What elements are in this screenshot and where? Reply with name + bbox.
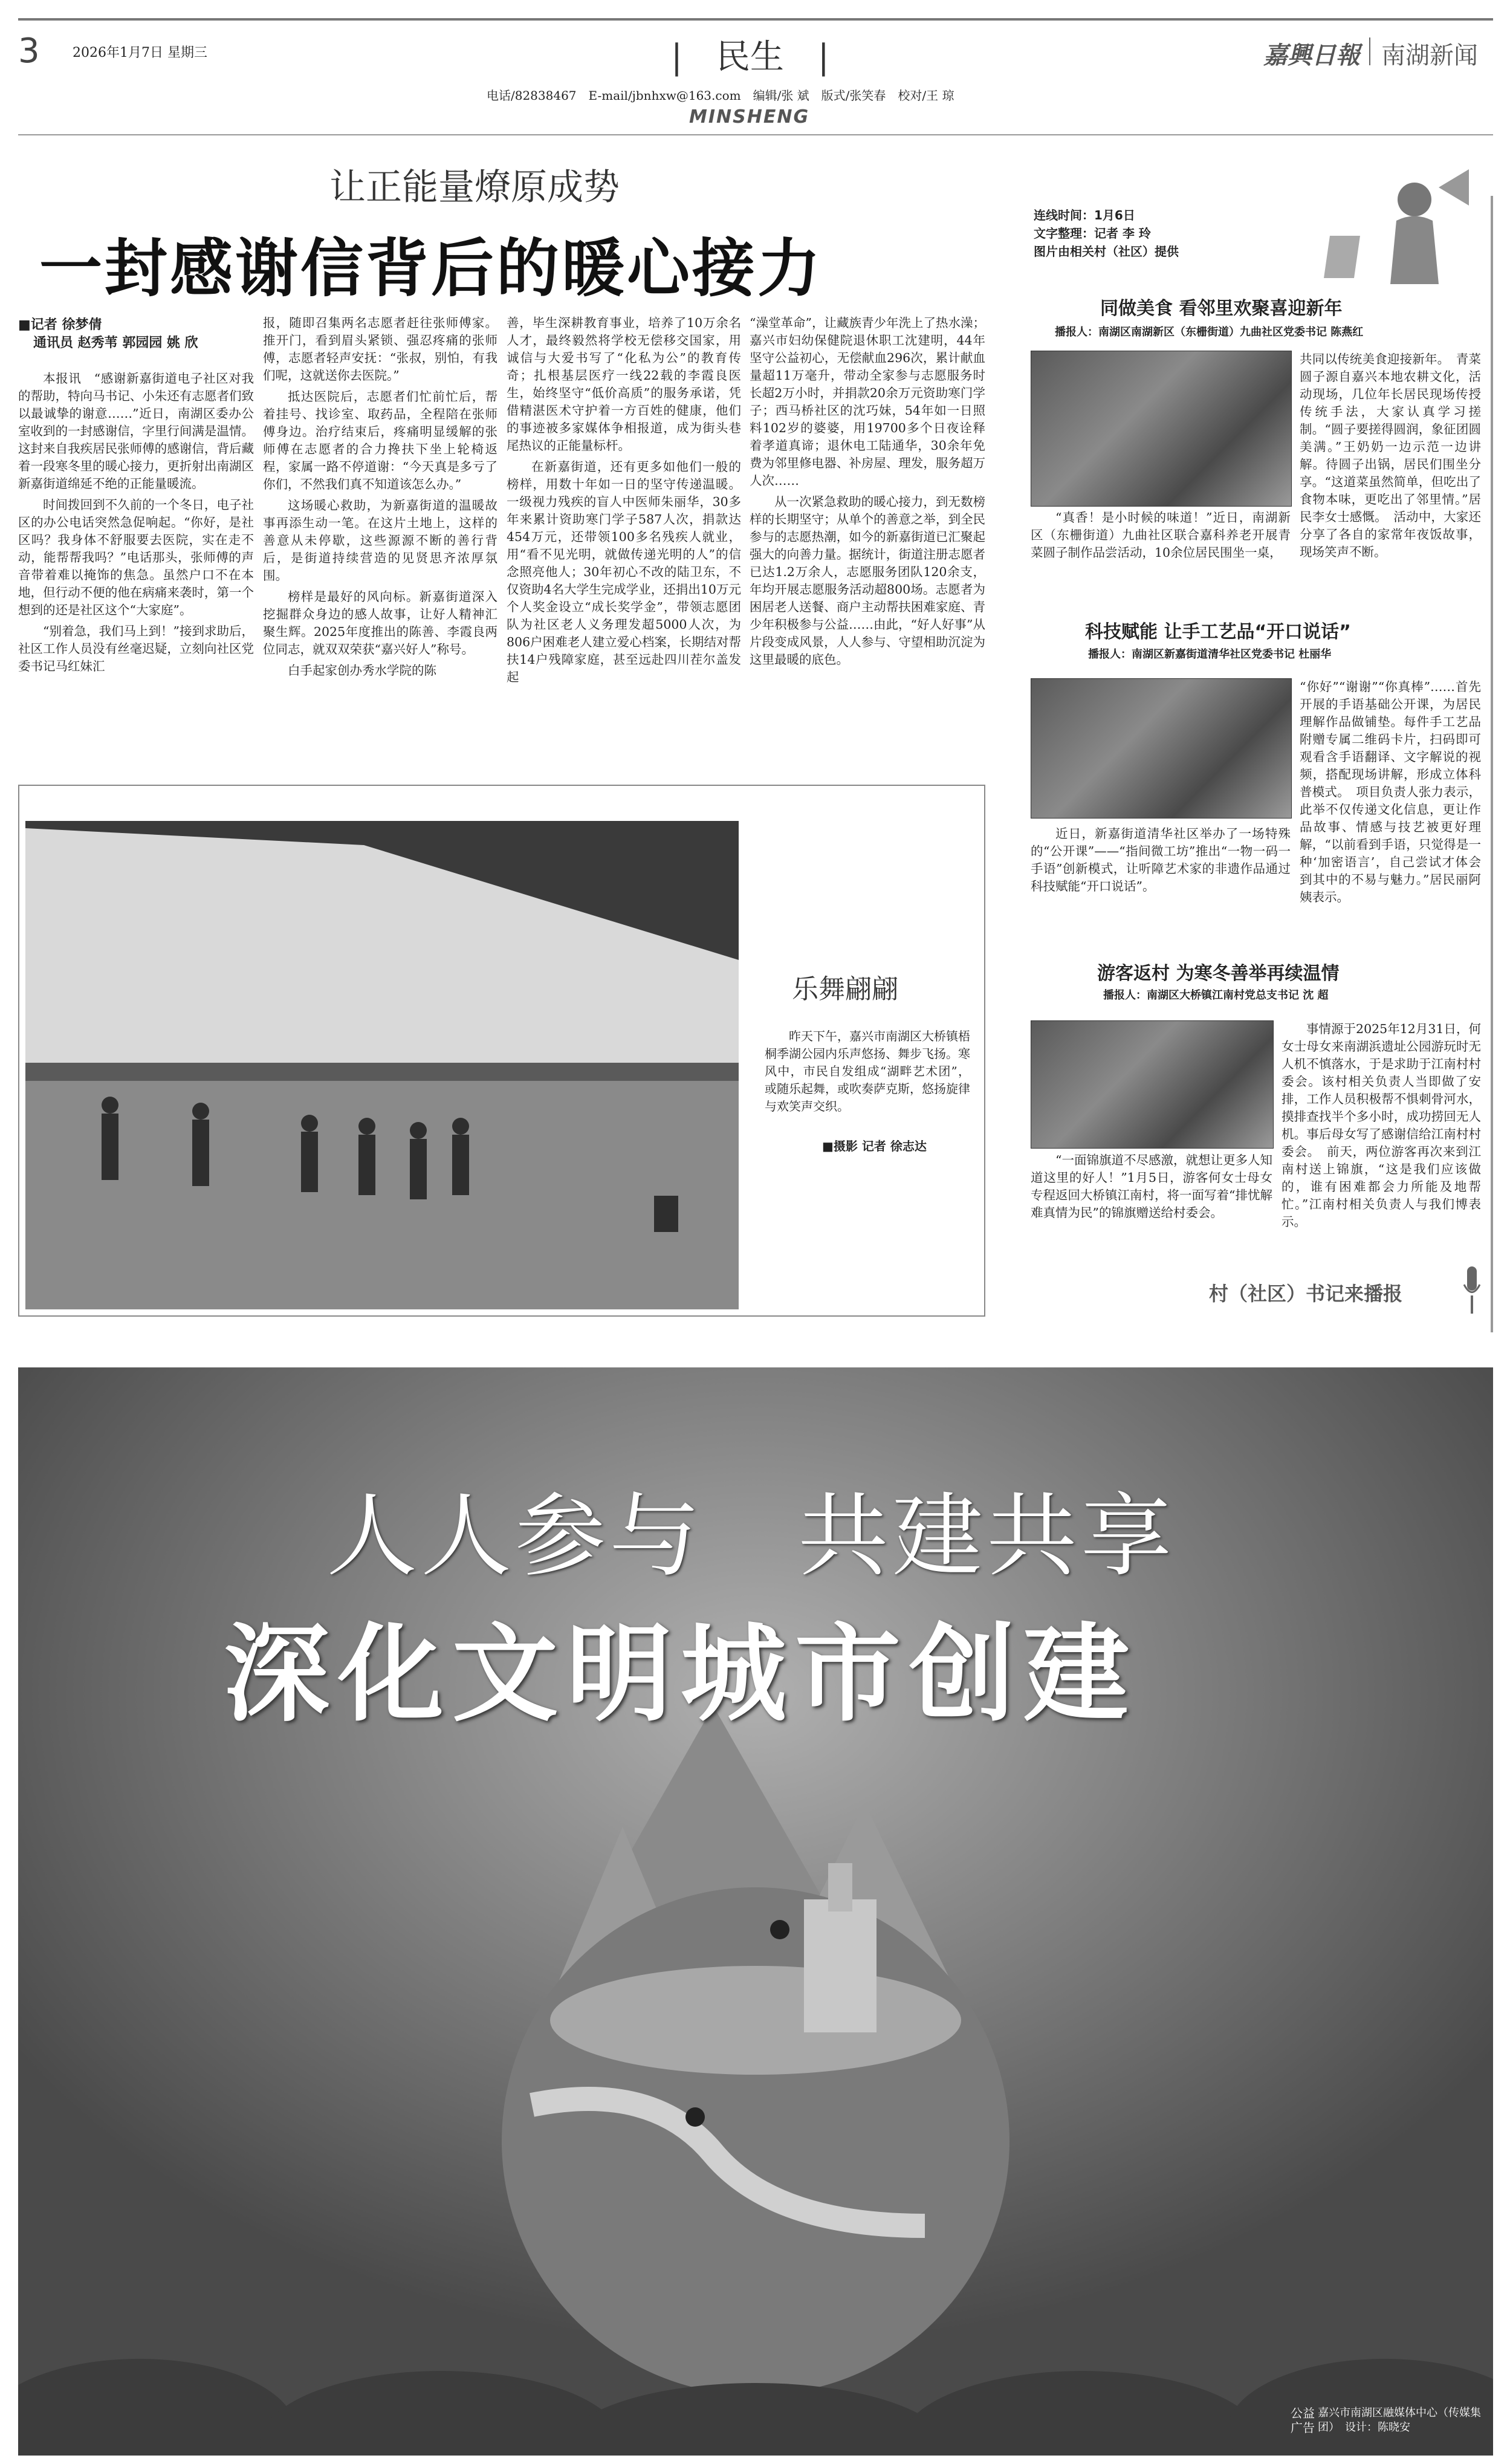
contact-line: 电话/82838467 E-mail/jbnhxw@163.com 编辑/张 斌 版式/张笑春 校对/王 琼 [487, 88, 954, 103]
side-story-1-photo [1031, 351, 1292, 507]
dance-photo-illustration [25, 821, 739, 1309]
side-story-2-title: 科技赋能 让手工艺品“开口说话” [1085, 621, 1351, 643]
story-paragraph: 白手起家创办秀水学院的陈 [288, 663, 436, 678]
side-story-2-photo [1031, 678, 1292, 819]
photo-credit: ■摄影 记者 徐志达 [822, 1139, 927, 1153]
side-story-3-photo [1031, 1020, 1274, 1149]
byline-correspondents: 通讯员 赵秀苇 郭园园 姚 欣 [33, 336, 198, 351]
section-name: 民生 [716, 37, 784, 77]
story-column-1 [18, 370, 254, 679]
issue-date: 2026年1月7日 星期三 [73, 45, 207, 60]
story-paragraph: 在新嘉街道，还有更多如他们一般的榜样，用数十年如一日的坚守传递温暖。一级视力残疾的盲人中医师朱丽华，30多年来累计资助寒门学子587人次，捐款达454万元，还带领100多名残疾人就业，用“看不见光明，就做传递光明的人”的信念照亮他人；30年初心不改的陆卫东，不仅资助4名大学生完成学业，还捐出10万元个人奖金设立“成长奖学金”，带领志愿团队为社区老人义务理发超5000人次，为806户困难老人建立爱心档案，长期结对帮扶14户残障家庭，甚至远赴四川茬尔盖发起 [507, 459, 741, 684]
side-story-3-text-below: “一面锦旗道不尽感激，就想让更多人知道这里的好人！”1月5日，游客何女士母女专程返回大桥镇江南村，将一面写着“排忧解难真情为民”的锦旗赠送给村委会。 [1031, 1153, 1272, 1220]
side-story-2-text-right: “你好”“谢谢”“你真棒”……首先开展的手语基础公开课，为居民理解作品做铺垫。每件手工艺品附赠专属二维码卡片，扫码即可观看含手语翻译、文字解说的视频，搭配现场讲解，形成立体科普模式。 项目负责人张力表示，此举不仅传递文化信息，更让作品故事、情感与技艺被更好理解，“以前看到手语，只觉得是一种‘加密语言’，自己尝试才体会到其中的不易与魅力。”居民丽阿姨表示。 [1300, 679, 1481, 904]
side-story-3-text-right: 事情源于2025年12月31日，何女士母女来南湖浜遗址公园游玩时无人机不慎落水，于是求助于江南村村委会。该村相关负责人当即做了安排，工作人员积极帮不惧刺骨河水，摸排查找半个多小时，成功捞回无人机。事后母女写了感谢信给江南村村委会。 前天，两位游客再次来到江南村送上锦旗，“这是我们应该做的，谁有困难都会力所能及地帮忙。”江南村相关负责人与我们博表示。 [1282, 1022, 1481, 1229]
microphone-icon [1463, 1266, 1481, 1315]
brand-logo: 嘉興日報 [1263, 41, 1360, 70]
story-paragraph: 本报讯 “感谢新嘉街道电子社区对我的帮助，特向马书记、小朱还有志愿者们致以最诚挚的谢意……”近日，南湖区委办公室收到的一封感谢信，字里行间满是温情。这封来自我疾居民张师傅的感谢信，背后藏着一段寒冬里的暖心接力，更折射出南湖区新嘉街道绵延不绝的正能量暖流。 [18, 371, 254, 491]
side-story-2-reporter: 播报人：南湖区新嘉街道清华社区党委书记 杜丽华 [1088, 648, 1332, 661]
side-story-1-text-below: “真香！是小时候的味道！”近日，南湖新区（东栅街道）九曲社区联合嘉科养老开展青菜圆子制作品尝活动，10余位居民围坐一桌， [1031, 510, 1291, 560]
page-number: 3 [18, 31, 40, 71]
brand-divider [1369, 37, 1370, 65]
story-headline: 一封感谢信背后的暖心接力 [39, 232, 823, 305]
byline-reporter: ■记者 徐梦倩 [18, 317, 102, 332]
side-story-1-title: 同做美食 看邻里欢聚喜迎新年 [1100, 298, 1343, 319]
story-column-2 [263, 314, 497, 683]
megaphone-woman-icon [1318, 163, 1475, 284]
section-pinyin: MINSHENG [689, 106, 810, 128]
side-story-1-text-right: 共同以传统美食迎接新年。 青菜圆子源自嘉兴本地农耕文化，活动现场，几位年长居民现场传授传统手法，大家认真学习搓制。“圆子要搓得圆润，象征团圆美满。”王奶奶一边示范一边讲解。待圆子出锅，居民们围坐分享。“这道菜虽然简单，但吃出了食物本味，更吃出了邻里情。”居民李女士感慨。 活动中，大家还分享了各自的家常年夜饭故事，现场笑声不断。 [1300, 352, 1481, 559]
story-paragraph: 这场暖心救助，为新嘉街道的温暖故事再添生动一笔。在这片土地上，这样的善意从未停歇，这些源源不断的善行背后，是街道持续营造的见贤思齐浓厚氛围。 [263, 498, 497, 583]
dance-photo [25, 821, 739, 1309]
ad-credit: 嘉兴市南湖区融媒体中心（传媒集团） 设计：陈晓安 [1318, 2407, 1481, 2434]
story-paragraph: 善，毕生深耕教育事业，培养了10万余名人才，最终毅然将学校无偿移交国家，用诚信与大爱书写了“化私为公”的教育传奇；扎根基层医疗一线22载的李霞良医生，始终坚守“低价高质”的服务承诺，凭借精湛医术守护着一方百姓的健康，他们的事迹被多家媒体争相报道，成为街头巷尾热议的正能量标杆。 [507, 316, 741, 453]
side-story-2-text-below: 近日，新嘉街道清华社区举办了一场特殊的“公开课”——“指间微工坊”推出“一物一码一手语”创新模式，让听障艺术家的非遗作品通过科技赋能“开口说话”。 [1031, 826, 1291, 893]
story-paragraph: 抵达医院后，志愿者们忙前忙后，帮着挂号、找诊室、取药品，全程陪在张师傅身边。治疗结束后，疼痛明显缓解的张师傅在志愿者的合力搀扶下坐上轮椅返程，家属一路不停道谢：“今天真是多亏了你们，不然我们真不知道该怎么办。” [263, 389, 497, 491]
side-story-3-reporter: 播报人：南湖区大桥镇江南村党总支书记 沈 超 [1103, 989, 1329, 1002]
side-story-1-reporter: 播报人：南湖区南湖新区（东栅街道）九曲社区党委书记 陈燕红 [1055, 326, 1364, 339]
story-column-4 [750, 314, 985, 672]
side-story-3-title: 游客返村 为寒冬善举再续温情 [1097, 963, 1340, 984]
sidebar-footer: 村（社区）书记来播报 [1209, 1282, 1403, 1305]
story-paragraph: 报，随即召集两名志愿者赶往张师傅家。推开门，看到眉头紧锁、强忍疼痛的张师傅，志愿者轻声安抚：“张叔，别怕，有我们呢，这就送你去医院。” [263, 316, 497, 383]
brand-name: 南湖新闻 [1381, 42, 1478, 70]
side-photo-credit: 图片由相关村（社区）提供 [1034, 244, 1179, 259]
section-title: | 民生 | [671, 37, 829, 77]
header-rule [18, 134, 1493, 135]
story-kicker: 让正能量燎原成势 [329, 166, 620, 209]
story-paragraph: “别着急，我们马上到！”接到求助后，社区工作人员没有丝毫迟疑，立刻向社区党委书记马红妹汇 [18, 624, 254, 673]
ad-slogan-line1: 人人参与 共建共享 [326, 1484, 1176, 1589]
text-editor: 文字整理：记者 李 玲 [1034, 226, 1151, 241]
photo-story-caption: 昨天下午，嘉兴市南湖区大桥镇梧桐季湖公园内乐声悠扬、舞步飞扬。寒风中，市民自发组成“湖畔艺术团”，或随乐起舞，或吹奏萨克斯，悠扬旋律与欢笑声交织。 [765, 1029, 970, 1114]
story-paragraph: 时间拨回到不久前的一个冬日，电子社区的办公电话突然急促响起。“你好，是社区吗？我身体不舒服要去医院，实在走不动，能帮帮我吗？”电话那头，张师傅的声音带着难以掩饰的焦急。虽然户口不在本地，但行动不便的他在病痛来袭时，第一个想到的还是社区这个“大家庭”。 [18, 498, 254, 617]
story-paragraph: 从一次紧急救助的暖心接力，到无数榜样的长期坚守；从单个的善意之举，到全民参与的志愿热潮，如今的新嘉街道已汇聚起强大的向善力量。据统计，街道注册志愿者已达1.2万余人，志愿服务团队120余支，年均开展志愿服务活动超800场。志愿者为困居老人送餐、商户主动帮扶困难家庭、青少年积极参与公益……由此，“好人好事”从片段变成风景，人人参与、守望相助沉淀为这里最暖的底色。 [750, 494, 985, 667]
ad-slogan-line2: 深化文明城市创建 [224, 1613, 1138, 1736]
story-column-3 [507, 314, 741, 690]
connect-time: 连线时间：1月6日 [1034, 208, 1135, 222]
top-rule [18, 18, 1493, 21]
ad-tag: 公益广告 [1291, 2406, 1315, 2435]
story-paragraph: 榜样是最好的风向标。新嘉街道深入挖掘群众身边的感人故事，让好人精神汇聚生辉。2025年度推出的陈善、李霞良两位同志，就双双荣获“嘉兴好人”称号。 [263, 589, 497, 657]
story-paragraph: “澡堂革命”，让藏族青少年洗上了热水澡；嘉兴市妇幼保健院退休职工沈建明，44年坚守公益初心，无偿献血296次，累计献血量超11万毫升，带动全家参与志愿服务时长超2万小时，并捐款20余万元资助寒门学子；西马桥社区的沈巧妹，54年如一日照料102岁的婆婆，用19700多个日夜诠释着孝道真谛；退休电工陆通华，30余年免费为邻里修电器、补房屋、理发，服务超万人次…… [750, 316, 985, 488]
photo-story-title: 乐舞翩翩 [792, 974, 898, 1005]
